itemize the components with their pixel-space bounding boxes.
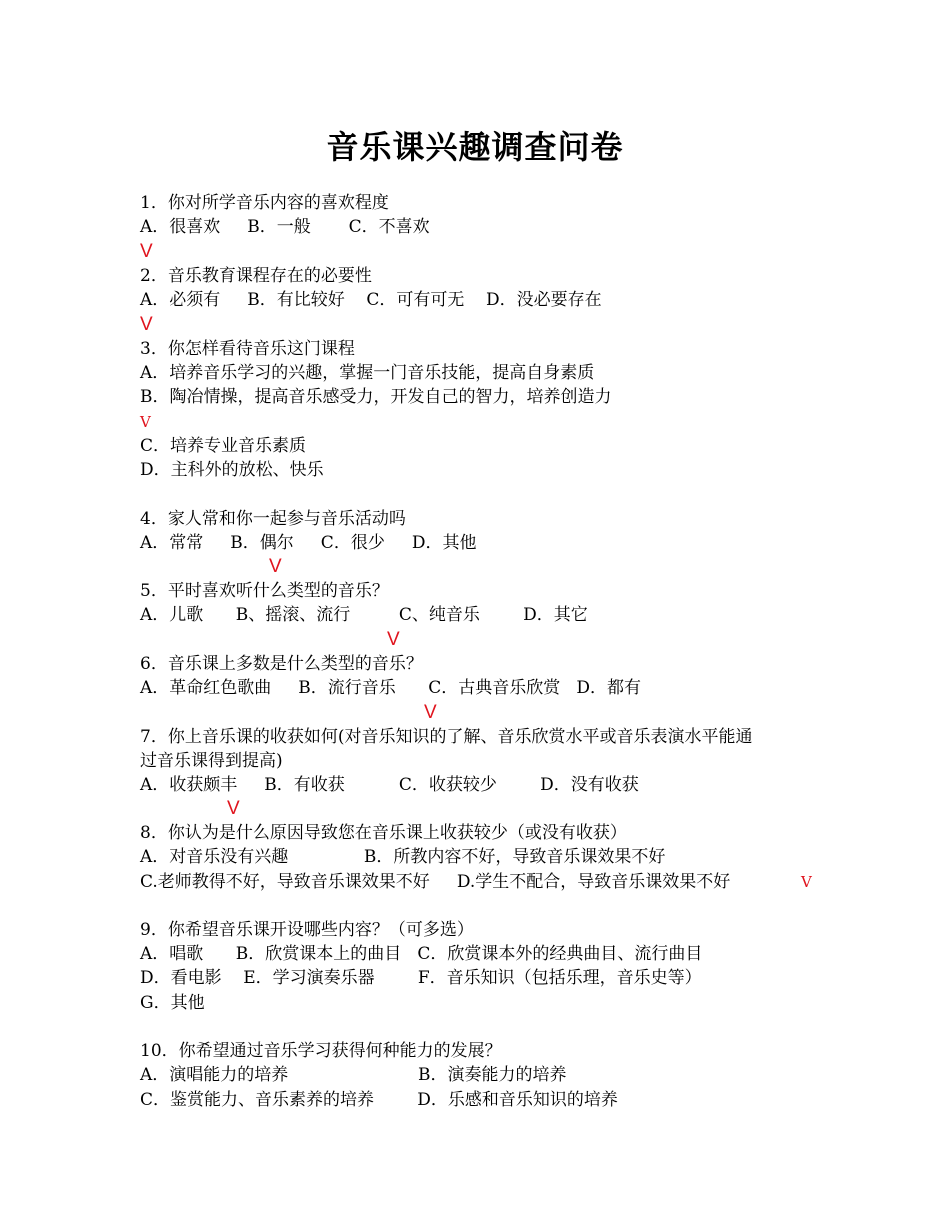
question-10-options-ab: A．演唱能力的培养 B．演奏能力的培养: [140, 1065, 567, 1085]
question-1-options: A．很喜欢 B．一般 C．不喜欢: [140, 217, 430, 237]
question-3-option-c: C．培养专业音乐素质: [140, 436, 307, 456]
question-7-line-2: 过音乐课得到提高): [140, 751, 283, 771]
answer-mark-q5: V: [387, 629, 400, 650]
question-3-option-a: A．培养音乐学习的兴趣，掌握一门音乐技能，提高自身素质: [140, 363, 595, 383]
question-10: 10．你希望通过音乐学习获得何种能力的发展？: [140, 1041, 502, 1061]
question-5-options: A．儿歌 B、摇滚、流行 C、纯音乐 D．其它: [140, 605, 588, 625]
question-3: 3．你怎样看待音乐这门课程: [140, 339, 355, 359]
question-9-options-abc: A．唱歌 B．欣赏课本上的曲目 C．欣赏课本外的经典曲目、流行曲目: [140, 944, 703, 964]
question-9-options-def: D．看电影 E．学习演奏乐器 F．音乐知识（包括乐理，音乐史等）: [140, 968, 702, 988]
question-9-option-g: G．其他: [140, 993, 205, 1013]
answer-mark-q1: V: [140, 241, 153, 262]
answer-mark-q4: V: [269, 556, 282, 577]
question-3-option-b: B．陶冶情操，提高音乐感受力，开发自己的智力，培养创造力: [140, 387, 612, 407]
answer-mark-q8: V: [801, 873, 812, 891]
question-8-options-ab: A．对音乐没有兴趣 B．所教内容不好，导致音乐课效果不好: [140, 847, 666, 867]
question-10-options-cd: C．鉴赏能力、音乐素养的培养 D．乐感和音乐知识的培养: [140, 1090, 618, 1110]
question-9: 9．你希望音乐课开设哪些内容？（可多选）: [140, 920, 474, 940]
question-4: 4．家人常和你一起参与音乐活动吗: [140, 509, 406, 529]
answer-mark-q2: V: [140, 314, 153, 335]
question-8-options-cd: C.老师教得不好，导致音乐课效果不好 D.学生不配合，导致音乐课效果不好: [140, 872, 731, 892]
question-7-line-1: 7．你上音乐课的收获如何(对音乐知识的了解、音乐欣赏水平或音乐表演水平能通: [140, 727, 753, 747]
answer-mark-q7: V: [227, 798, 240, 819]
question-4-options: A．常常 B．偶尔 C．很少 D．其他: [140, 533, 477, 553]
question-3-option-d: D．主科外的放松、快乐: [140, 460, 324, 480]
question-1: 1．你对所学音乐内容的喜欢程度: [140, 193, 389, 213]
page-title: 音乐课兴趣调查问卷: [326, 128, 624, 166]
question-6-options: A．革命红色歌曲 B．流行音乐 C．古典音乐欣赏 D．都有: [140, 678, 642, 698]
answer-mark-q6: V: [424, 702, 437, 723]
question-8: 8．你认为是什么原因导致您在音乐课上收获较少（或没有收获）: [140, 823, 627, 843]
question-7-options: A．收获颇丰 B．有收获 C．收获较少 D．没有收获: [140, 775, 639, 795]
question-2: 2．音乐教育课程存在的必要性: [140, 266, 372, 286]
question-2-options: A．必须有 B．有比较好 C．可有可无 D．没必要存在: [140, 290, 602, 310]
answer-mark-q3: V: [140, 413, 151, 431]
question-6: 6．音乐课上多数是什么类型的音乐？: [140, 654, 423, 674]
question-5: 5．平时喜欢听什么类型的音乐？: [140, 581, 389, 601]
